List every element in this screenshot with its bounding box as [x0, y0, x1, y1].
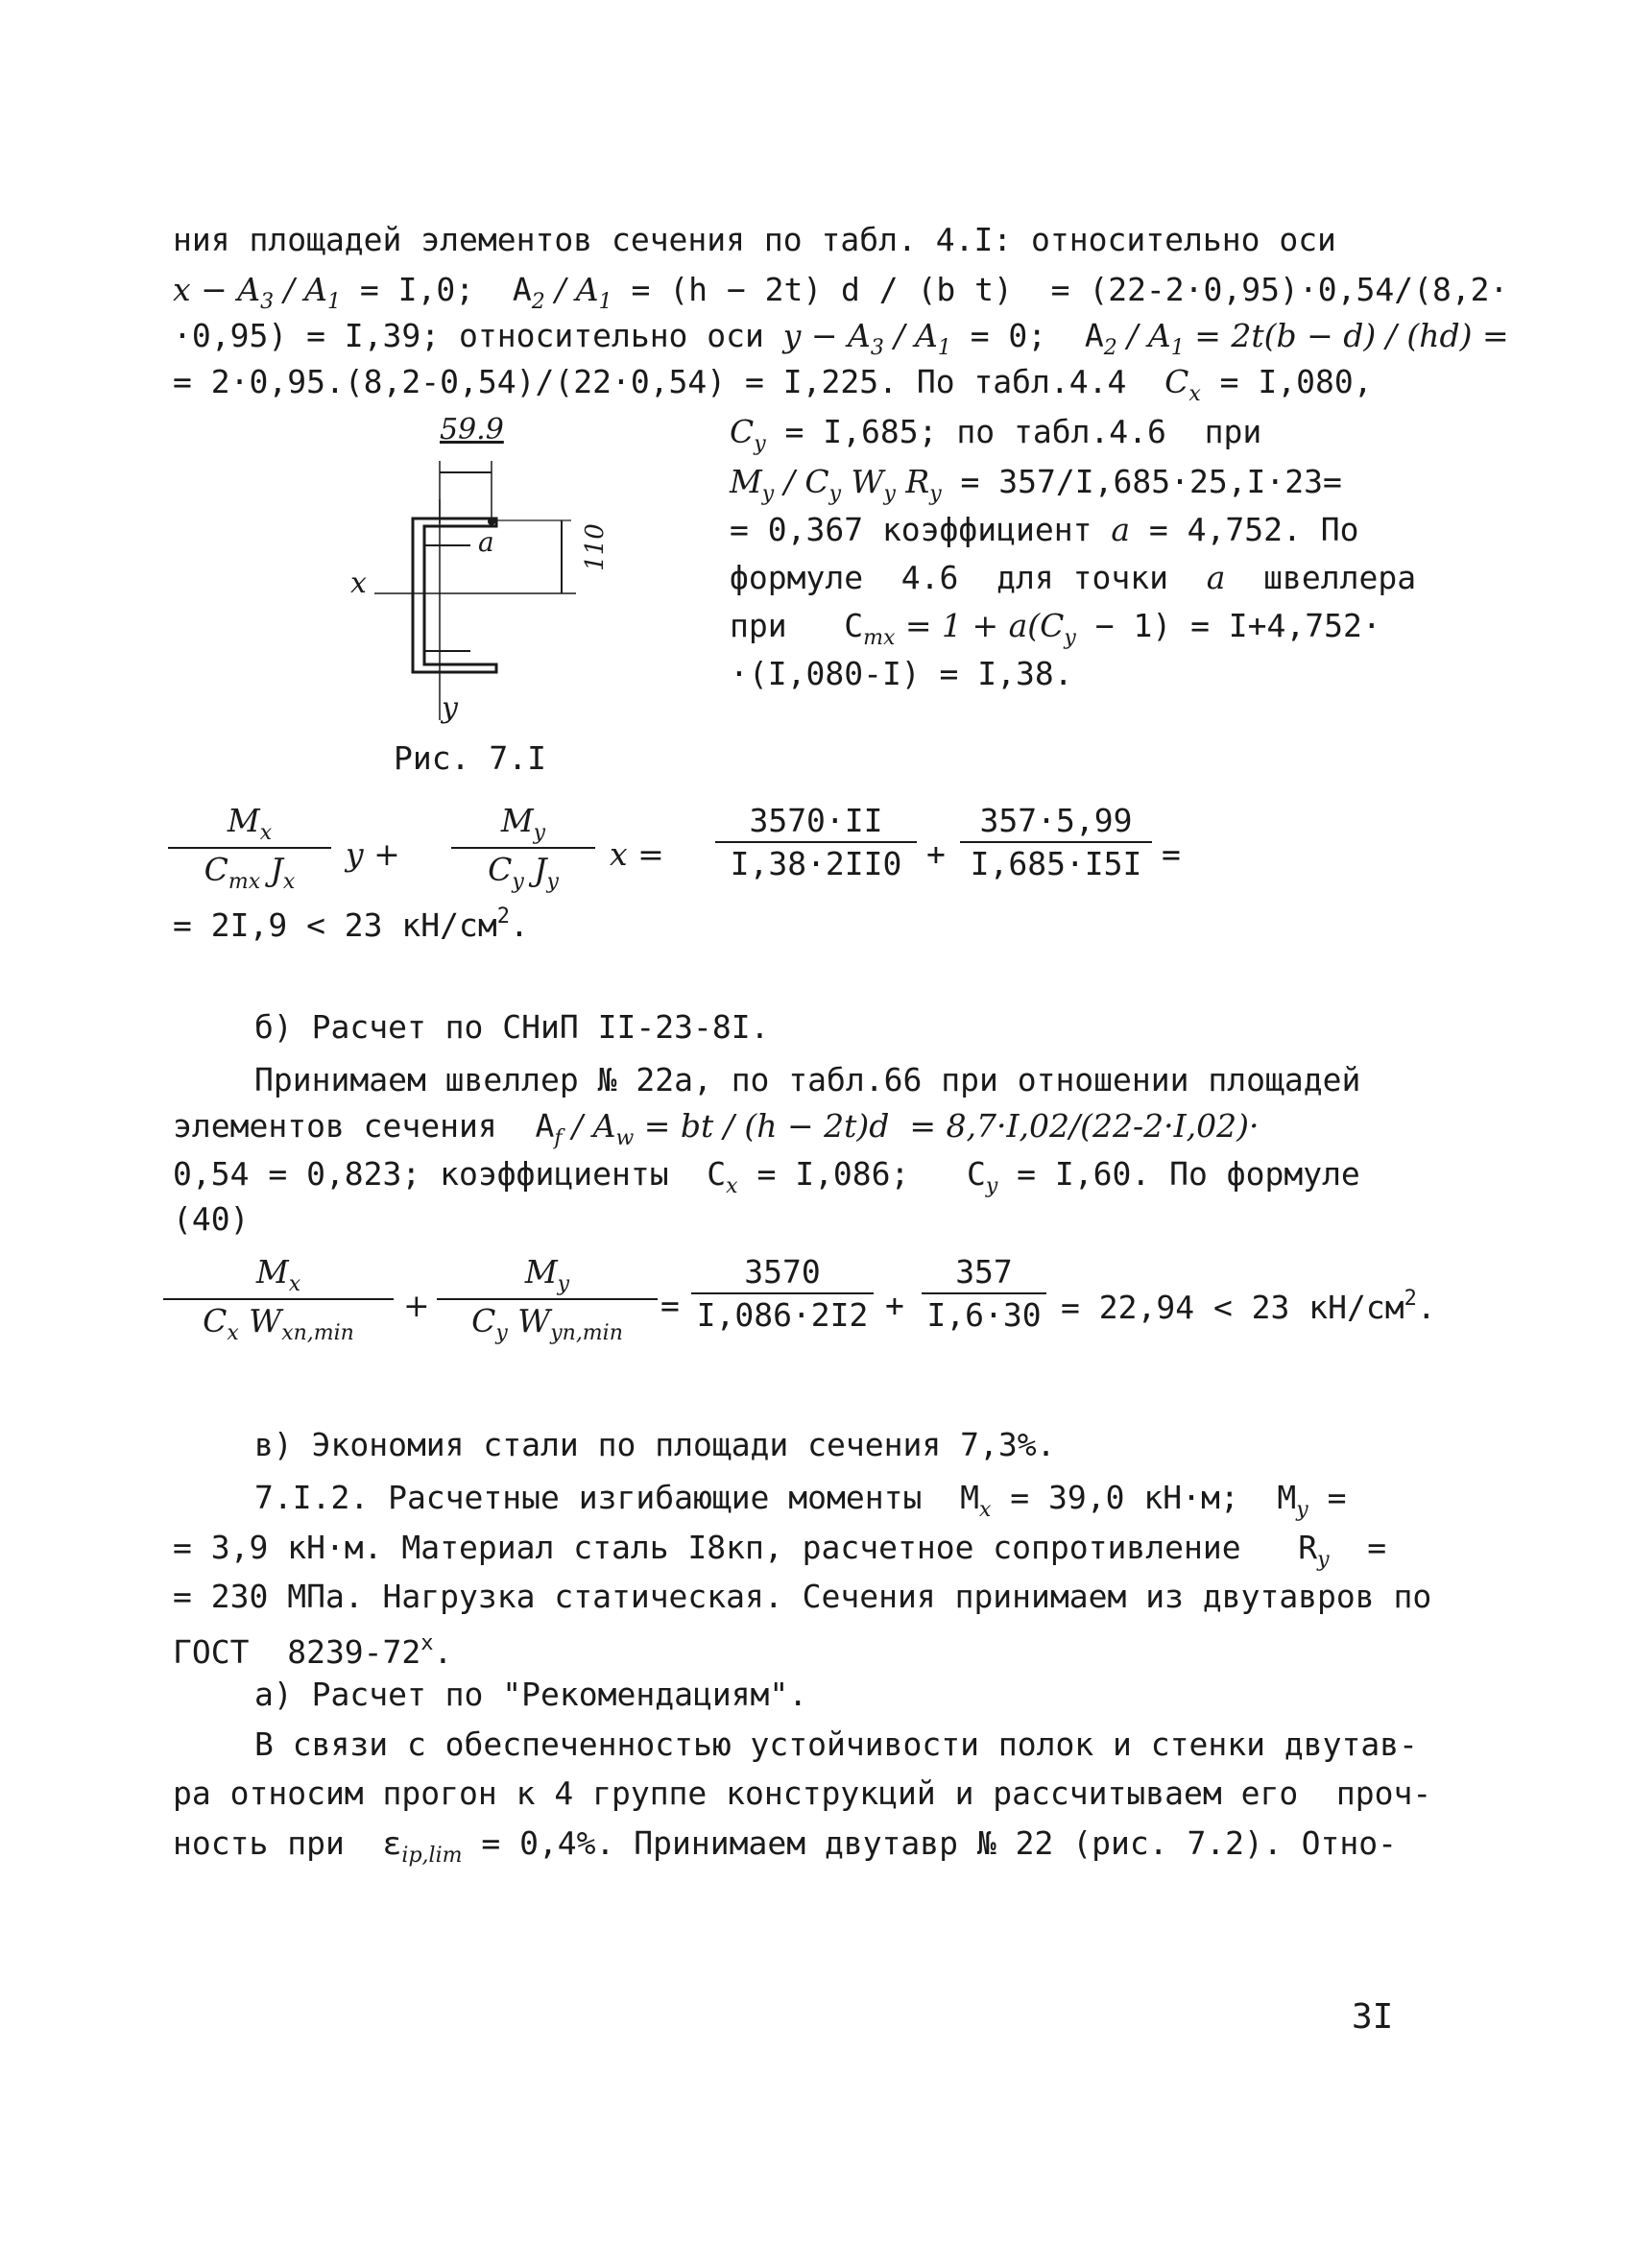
formula-text: / A — [544, 271, 599, 308]
channel-diagram — [317, 413, 720, 778]
text-line — [173, 221, 1336, 259]
formula-line — [173, 317, 1509, 368]
subscript: x — [288, 1272, 301, 1296]
formula-text: y − A — [782, 317, 871, 354]
fraction — [922, 1253, 1046, 1334]
subscript: x — [282, 870, 296, 894]
subscript: y — [883, 482, 896, 506]
formula-line — [730, 463, 1342, 514]
formula-text: a — [1206, 559, 1226, 596]
text-line — [254, 1479, 1346, 1530]
formula-text: / A — [883, 317, 938, 354]
text-line — [173, 1529, 1386, 1580]
formula-text: C — [730, 413, 755, 450]
text: = 2·0,95.(8,2-0,54)/(22·0,54) = I,225. По табл.4.4 — [173, 363, 1127, 400]
point-label: a — [478, 526, 494, 558]
denominator: C — [471, 1302, 496, 1339]
text: = 3,9 кН·м. Материал сталь I8кп, расчетное сопротивление R — [173, 1529, 1318, 1566]
formula-text: = 1 + a(C — [895, 607, 1065, 644]
section-title — [254, 1676, 807, 1714]
formula-text: x = — [610, 835, 664, 873]
subscript: x — [978, 1498, 992, 1522]
subscript: 1 — [327, 290, 342, 314]
text: ность при ε — [173, 1824, 402, 1862]
subscript: y — [546, 870, 559, 894]
subscript: yn,min — [550, 1321, 623, 1345]
subscript: xn,min — [281, 1321, 354, 1345]
formula-text: a — [1111, 511, 1131, 548]
text: 0,54 = 0,823; коэффициенты C — [173, 1155, 727, 1193]
subscript: 1 — [1170, 336, 1185, 360]
text: = 4,752. По — [1130, 511, 1359, 548]
formula-text: / A — [562, 1107, 616, 1145]
subscript: y — [1317, 1548, 1330, 1572]
text: = — [1308, 1479, 1347, 1516]
subscript: 3 — [870, 336, 884, 360]
dimension-label: 110 — [580, 523, 610, 571]
text-line — [730, 559, 1416, 597]
formula-text: R — [895, 463, 930, 500]
formula-text: / A — [1116, 317, 1171, 354]
formula-text: C — [1164, 363, 1189, 400]
formula-text: = 357/I,685·25,I·23= — [941, 463, 1342, 500]
subscript: y — [1296, 1498, 1308, 1522]
fraction — [437, 1253, 658, 1345]
subscript: x — [227, 1321, 239, 1345]
text: . — [1416, 1289, 1436, 1326]
formula-text: = bt / (h − 2t)d = 8,7·I,02/(22-2·I,02)· — [634, 1107, 1260, 1145]
text: = 0,367 коэффициент — [730, 511, 1112, 548]
text: ния площадей элементов сечения по табл. 4.I: относительно оси — [173, 221, 1336, 258]
denominator: W — [238, 1302, 282, 1339]
formula-text: / A — [274, 271, 328, 308]
denominator: J — [260, 851, 283, 888]
denominator: C — [204, 851, 228, 888]
formula-text: = 0; A — [950, 317, 1104, 354]
text: В связи с обеспеченностью устойчивости полок и стенки двутав- — [254, 1725, 1418, 1763]
page-number: 3I — [1352, 1997, 1394, 2037]
text: = I,685; по табл.4.6 при — [765, 413, 1262, 450]
denominator: I,685·I5I — [970, 845, 1142, 882]
numerator: M — [500, 802, 534, 839]
figure-caption: Рис. 7.I — [394, 739, 546, 777]
text: Принимаем швеллер № 22а, по табл.66 при отношении площадей — [254, 1061, 1361, 1098]
text-line — [173, 1774, 1431, 1813]
numerator: 357·5,99 — [979, 802, 1133, 839]
text-line — [254, 1725, 1418, 1764]
text-line — [173, 1625, 452, 1672]
formula-line — [730, 607, 1381, 658]
subscript: ip,lim — [401, 1844, 463, 1868]
formula-text: x − A — [173, 271, 261, 308]
text: б) Расчет по СНиП II-23-8I. — [254, 1008, 770, 1046]
formula-line — [173, 363, 1373, 414]
superscript: x — [420, 1631, 434, 1655]
section-title — [254, 1008, 769, 1047]
result-text: = 2I,9 < 23 кН/см — [173, 906, 497, 944]
subscript: y — [761, 482, 775, 506]
section-title — [254, 1426, 1055, 1464]
text-line — [173, 1824, 1397, 1875]
text-line — [173, 1578, 1431, 1616]
operator: + — [403, 1287, 430, 1324]
text: формуле 4.6 для точки — [730, 559, 1207, 596]
denominator: I,38·2II0 — [730, 845, 902, 882]
text: = — [1329, 1529, 1387, 1566]
subscript: y — [929, 482, 942, 506]
subscript: w — [615, 1126, 635, 1150]
subscript: x — [726, 1174, 738, 1198]
text: . — [510, 906, 529, 944]
text: = 230 МПа. Нагрузка статическая. Сечения принимаем из двутавров по — [173, 1578, 1432, 1615]
subscript: x — [259, 821, 273, 845]
fraction — [451, 802, 595, 894]
operator: + — [926, 835, 946, 873]
operator: + — [885, 1287, 904, 1324]
text: швеллера — [1225, 559, 1417, 596]
formula-line — [173, 1107, 1260, 1158]
fraction — [715, 802, 917, 882]
numerator: 357 — [955, 1253, 1013, 1291]
figure-channel-section — [317, 413, 720, 797]
text-line — [254, 1061, 1360, 1099]
text: ·0,95) = I,39; относительно оси — [173, 317, 764, 354]
text: ·(I,080-I) = I,38. — [730, 655, 1073, 692]
text: элементов сечения A — [173, 1107, 555, 1145]
text-line — [730, 413, 1261, 464]
text: в) Экономия стали по площади сечения 7,3%. — [254, 1426, 1056, 1463]
subscript: y — [557, 1272, 570, 1296]
subscript: mx — [863, 626, 896, 650]
fraction — [163, 1253, 394, 1345]
formula-text: / C — [774, 463, 829, 500]
formula-text: M — [730, 463, 762, 500]
subscript: x — [1188, 382, 1201, 406]
text: а) Расчет по "Рекомендациям". — [254, 1676, 808, 1713]
formula-line — [173, 271, 1508, 322]
formula-text: y + — [346, 835, 400, 873]
formula-text: = 2t(b − d) / (hd) = — [1184, 317, 1509, 354]
subscript: y — [495, 1321, 508, 1345]
subscript: y — [533, 821, 546, 845]
result-line — [173, 898, 529, 945]
result-text: = 22,94 < 23 кН/см — [1061, 1289, 1404, 1326]
subscript: 1 — [598, 290, 612, 314]
operator: = — [1162, 835, 1181, 873]
text-line — [173, 1200, 249, 1239]
subscript: 2 — [1103, 336, 1117, 360]
text: = I,086; C — [737, 1155, 986, 1193]
subscript: y — [1064, 626, 1076, 650]
text: 7.I.2. Расчетные изгибающие моменты M — [254, 1479, 979, 1516]
subscript: 3 — [260, 290, 275, 314]
text: (40) — [173, 1200, 250, 1238]
denominator: C — [203, 1302, 228, 1339]
numerator: M — [255, 1253, 289, 1291]
denominator: I,6·30 — [926, 1296, 1042, 1334]
fraction — [960, 802, 1152, 882]
formula-text: при C — [730, 607, 864, 644]
formula-text: W — [841, 463, 884, 500]
text: = 0,4%. Принимаем двутавр № 22 (рис. 7.2). Отно- — [462, 1824, 1397, 1862]
subscript: y — [985, 1174, 998, 1198]
text: = 39,0 кН·м; M — [991, 1479, 1297, 1516]
text-line — [730, 511, 1358, 549]
subscript: 2 — [531, 290, 545, 314]
denominator: C — [488, 851, 513, 888]
fraction — [691, 1253, 874, 1334]
text: = I,080, — [1200, 363, 1373, 400]
text: . — [433, 1633, 453, 1671]
fraction — [168, 802, 331, 894]
axis-label: x — [350, 567, 367, 600]
superscript: 2 — [496, 905, 511, 929]
subscript: y — [828, 482, 842, 506]
numerator: M — [227, 802, 260, 839]
denominator: W — [507, 1302, 551, 1339]
denominator: J — [523, 851, 547, 888]
subscript: f — [554, 1126, 563, 1150]
text-line — [173, 1155, 1360, 1206]
subscript: y — [512, 870, 524, 894]
text: ра относим прогон к 4 группе конструкций и рассчитываем его проч- — [173, 1774, 1432, 1812]
subscript: y — [754, 432, 766, 456]
formula-text: = (h − 2t) d / (b t) = (22-2·0,95)·0,54/(8,2· — [612, 271, 1509, 308]
subscript: mx — [228, 870, 261, 894]
formula-text: − 1) = I+4,752· — [1075, 607, 1381, 644]
numerator: 3570·II — [749, 802, 883, 839]
numerator: 3570 — [744, 1253, 821, 1291]
numerator: M — [524, 1253, 558, 1291]
superscript: 2 — [1404, 1287, 1417, 1311]
result-text — [1061, 1287, 1436, 1326]
axis-label: y — [442, 691, 458, 725]
dimension-label: 59.9 — [440, 413, 504, 446]
operator: = — [660, 1287, 680, 1324]
text: ГОСТ 8239-72 — [173, 1633, 421, 1671]
text-line — [730, 655, 1073, 693]
formula-text: = I,0; A — [341, 271, 532, 308]
text: = I,60. По формуле — [997, 1155, 1360, 1193]
denominator: I,086·2I2 — [696, 1296, 869, 1334]
subscript: 1 — [937, 336, 951, 360]
